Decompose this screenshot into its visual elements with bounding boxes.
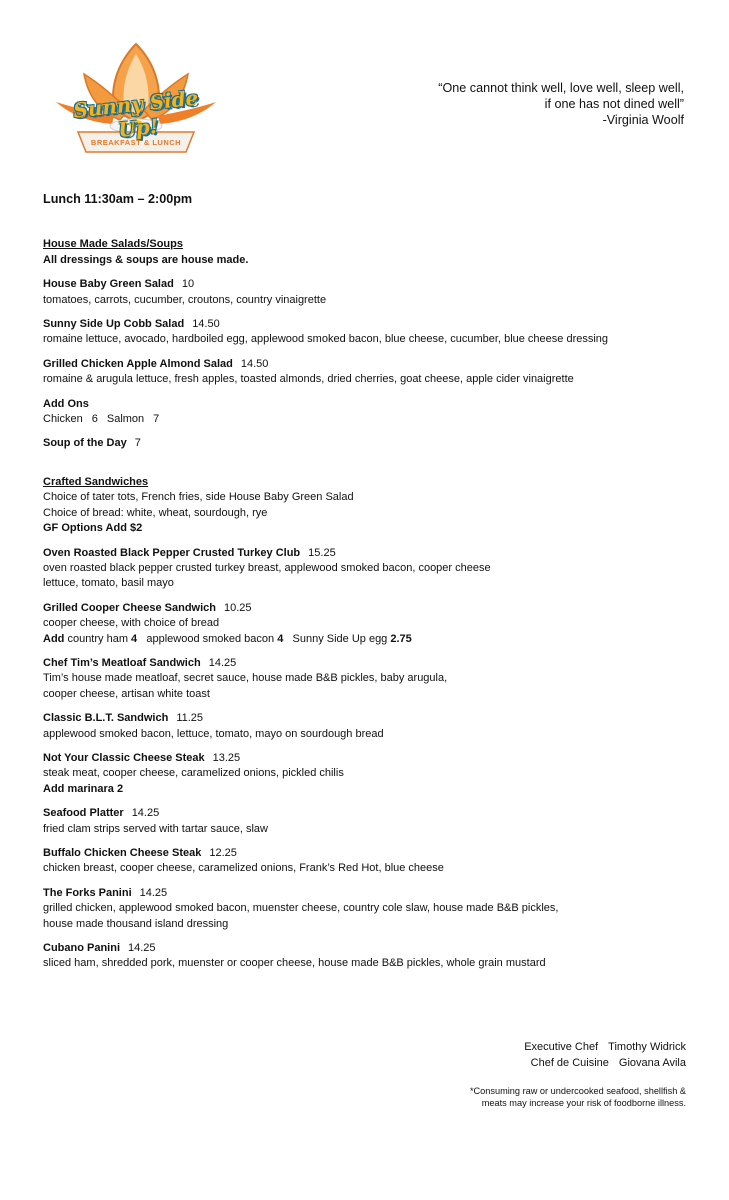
salads-note: All dressings & soups are house made. — [43, 253, 249, 266]
section-title-sandwiches: Crafted Sandwiches — [43, 475, 149, 488]
executive-chef-role: Executive Chef — [524, 1041, 599, 1053]
item-name: Buffalo Chicken Cheese Steak — [43, 847, 202, 859]
menu-item — [43, 751, 703, 797]
item-price: 14.25 — [131, 807, 160, 820]
item-name: Grilled Chicken Apple Almond Salad — [43, 357, 233, 370]
sunny-side-up-logo — [48, 40, 224, 158]
item-extra: Add marinara 2 — [43, 782, 124, 795]
logo-script-text: Sunny Side Up! — [72, 85, 200, 142]
food-safety-disclaimer: *Consuming raw or undercooked seafood, shellfish & meats may increase your risk of foodborne illness. — [469, 1086, 686, 1109]
sandwiches-note-bread: Choice of bread: white, wheat, sourdough, rye — [43, 506, 268, 519]
section-title-salads: House Made Salads/Soups — [43, 238, 183, 251]
item-description: steak meat, cooper cheese, caramelized onions, pickled chilis — [43, 767, 344, 780]
addon-chicken: Chicken — [43, 413, 83, 426]
menu-item — [43, 277, 703, 308]
menu-item — [43, 941, 703, 972]
menu-item — [43, 806, 703, 837]
quote-author: -Virginia Woolf — [602, 113, 684, 127]
item-description: cooper cheese, artisan white toast — [43, 687, 210, 700]
menu-item — [43, 656, 703, 702]
menu-item — [43, 711, 703, 742]
logo-sub-text: BREAKFAST & LUNCH — [90, 138, 182, 147]
item-description: grilled chicken, applewood smoked bacon, muenster cheese, country cole slaw, house made B&B pickles, — [43, 902, 559, 915]
item-description: sliced ham, shredded pork, muenster or cooper cheese, house made B&B pickles, whole grain mustard — [43, 957, 546, 970]
addons-title: Add Ons — [43, 397, 89, 410]
menu-item — [43, 601, 703, 647]
item-price: 7 — [134, 437, 141, 450]
menu-item — [43, 317, 703, 348]
addons — [43, 397, 703, 428]
item-price: 11.25 — [176, 712, 204, 725]
soup-of-the-day — [43, 436, 703, 451]
menu-item — [43, 357, 703, 388]
salads-section — [43, 237, 703, 451]
item-name: Grilled Cooper Cheese Sandwich — [43, 601, 216, 614]
item-name: The Forks Panini — [43, 886, 132, 899]
item-description: Tim’s house made meatloaf, secret sauce, house made B&B pickles, baby arugula, — [43, 672, 448, 685]
item-price: 14.50 — [192, 318, 220, 331]
chef-de-cuisine-name: Giovana Avila — [618, 1056, 686, 1069]
item-description: oven roasted black pepper crusted turkey breast, applewood smoked bacon, cooper cheese — [43, 561, 491, 574]
addon-salmon: Salmon — [106, 413, 145, 426]
lunch-menu — [43, 192, 703, 972]
addon-chicken-price: 6 — [91, 413, 98, 426]
lunch-hours: Lunch 11:30am – 2:00pm — [43, 192, 193, 206]
item-name: Chef Tim’s Meatloaf Sandwich — [43, 656, 201, 669]
quote-line-2: if one has not dined well” — [544, 97, 684, 111]
item-description: fried clam strips served with tartar sauce, slaw — [43, 822, 268, 835]
item-addons: Add country ham 4 applewood smoked bacon 4 Sunny Side Up egg 2.75 — [43, 632, 412, 645]
menu-item — [43, 886, 703, 932]
item-description: tomatoes, carrots, cucumber, croutons, country vinaigrette — [43, 293, 327, 306]
item-description: house made thousand island dressing — [43, 917, 229, 930]
menu-item — [43, 546, 703, 592]
item-name: Sunny Side Up Cobb Salad — [43, 318, 185, 331]
chef-de-cuisine-role: Chef de Cuisine — [530, 1056, 609, 1069]
item-name: Oven Roasted Black Pepper Crusted Turkey Club — [43, 546, 301, 559]
item-price: 13.25 — [212, 751, 241, 764]
sandwiches-section — [43, 475, 703, 972]
chefs-credits — [524, 1040, 686, 1071]
item-name: Classic B.L.T. Sandwich — [43, 712, 169, 725]
quote-line-1: “One cannot think well, love well, sleep well, — [438, 81, 684, 95]
item-price: 10.25 — [224, 601, 252, 614]
item-name: House Baby Green Salad — [43, 278, 174, 291]
item-price: 12.25 — [209, 847, 237, 859]
quote-block — [438, 80, 684, 128]
addon-salmon-price: 7 — [153, 413, 160, 426]
item-description: romaine & arugula lettuce, fresh apples, toasted almonds, dried cherries, goat cheese, apple cider vinaigrette — [43, 373, 574, 386]
item-price: 10 — [181, 278, 195, 291]
item-price: 14.25 — [139, 886, 168, 899]
item-price: 15.25 — [308, 546, 336, 559]
item-description: romaine lettuce, avocado, hardboiled egg, applewood smoked bacon, blue cheese, cucumber, blue cheese dressing — [43, 333, 609, 346]
gf-options: GF Options Add $2 — [43, 522, 143, 535]
item-description: applewood smoked bacon, lettuce, tomato, mayo on sourdough bread — [43, 727, 384, 740]
menu-item — [43, 846, 703, 877]
item-price: 14.50 — [240, 357, 269, 370]
item-name: Cubano Panini — [43, 942, 120, 955]
item-description: chicken breast, cooper cheese, caramelized onions, Frank’s Red Hot, blue cheese — [43, 862, 444, 875]
executive-chef-name: Timothy Widrick — [608, 1041, 686, 1053]
sandwiches-note-sides: Choice of tater tots, French fries, side House Baby Green Salad — [43, 491, 354, 504]
item-price: 14.25 — [128, 942, 156, 955]
item-name: Not Your Classic Cheese Steak — [43, 751, 205, 764]
item-price: 14.25 — [208, 656, 237, 669]
item-name: Soup of the Day — [43, 437, 127, 450]
item-description: lettuce, tomato, basil mayo — [43, 577, 174, 590]
item-description: cooper cheese, with choice of bread — [43, 617, 220, 630]
item-name: Seafood Platter — [43, 807, 124, 820]
